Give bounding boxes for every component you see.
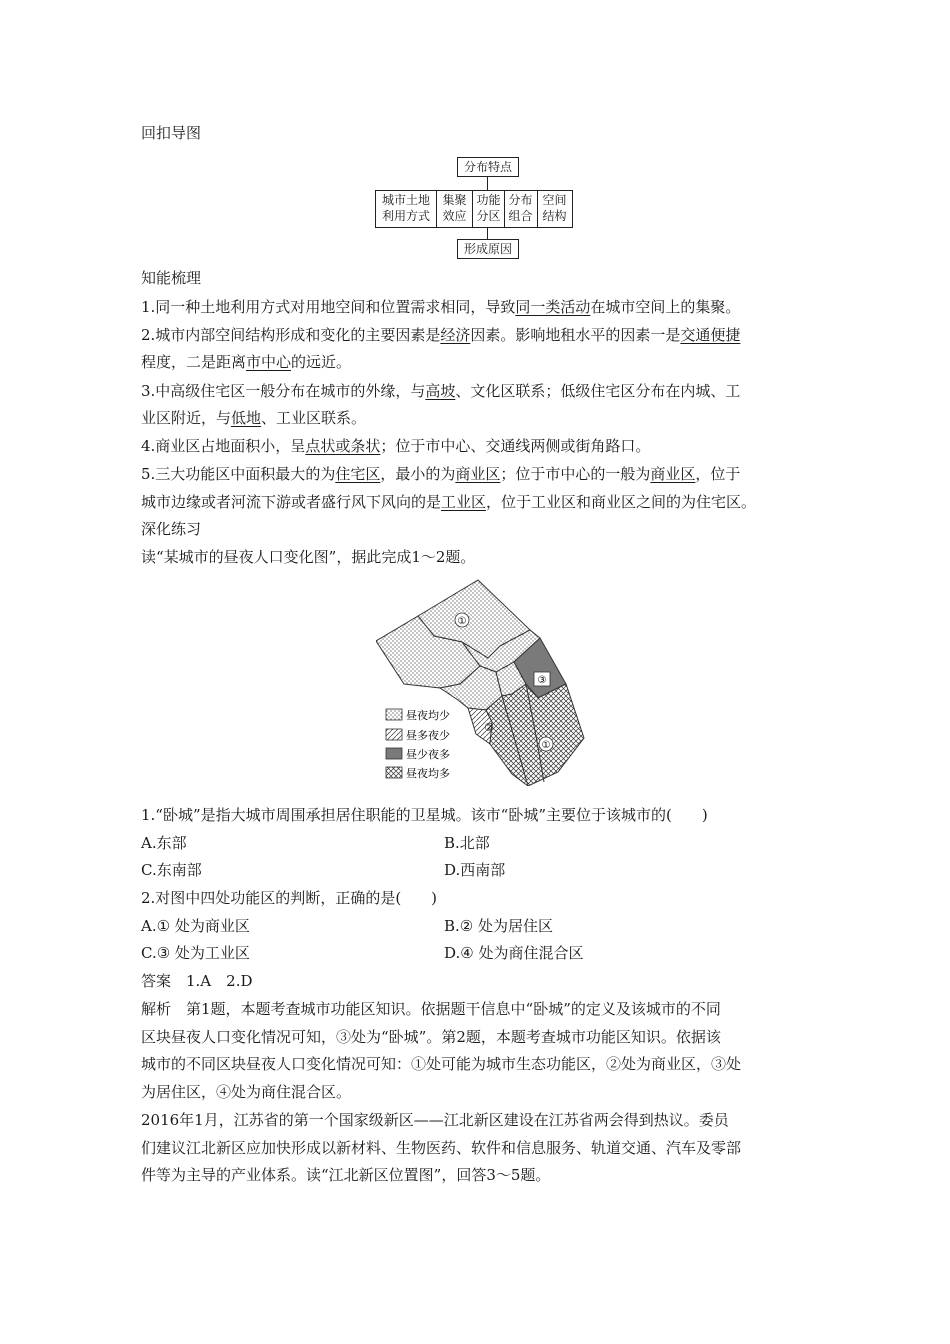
passage-line-1: 2016年1月，江苏省的第一个国家级新区——江北新区建设在江苏省两会得到热议。委员 bbox=[141, 1111, 729, 1129]
analysis-line-1: 解析 第1题，本题考查城市功能区知识。依据题干信息中“卧城”的定义及该城市的不同 bbox=[141, 1000, 721, 1018]
section-title-knowledge: 知能梳理 bbox=[141, 269, 202, 287]
point-5-line-1: 5.三大功能区中面积最大的为住宅区，最小的为商业区；位于市中心的一般为商业区，位于 bbox=[141, 465, 741, 483]
diagram-center-1: 功能 bbox=[476, 193, 501, 207]
section-title-practice: 深化练习 bbox=[141, 520, 202, 538]
question-1-option-a: A.东部 bbox=[141, 834, 187, 852]
diagram-link1-1: 集聚 bbox=[442, 193, 467, 207]
passage-line-3: 件等为主导的产业体系。读“江北新区位置图”，回答3～5题。 bbox=[141, 1166, 551, 1184]
question-2-stem: 2.对图中四处功能区的判断，正确的是( ) bbox=[141, 889, 438, 907]
point-4: 4.商业区占地面积小，呈点状或条状；位于市中心、交通线两侧或街角路口。 bbox=[141, 437, 651, 455]
question-2-option-b: B.② 处为居住区 bbox=[444, 917, 554, 935]
map-legend bbox=[386, 708, 450, 780]
question-1-option-b: B.北部 bbox=[444, 834, 490, 852]
region-cross bbox=[486, 684, 584, 786]
question-intro: 读“某城市的昼夜人口变化图”，据此完成1～2题。 bbox=[141, 548, 476, 566]
diagram-right-1: 空间 bbox=[542, 193, 567, 207]
analysis-line-3: 城市的不同区块昼夜人口变化情况可知：①处可能为城市生态功能区，②处为商业区，③处 bbox=[141, 1055, 742, 1073]
point-1: 1.同一种土地利用方式对用地空间和位置需求相同，导致同一类活动在城市空间上的集聚。 bbox=[141, 298, 741, 316]
point-2-line-2: 程度，二是距离市中心的远近。 bbox=[141, 353, 352, 371]
diagram-link2-1: 分布 bbox=[508, 193, 533, 207]
city-population-map bbox=[376, 576, 586, 786]
map-label-3: ③ bbox=[537, 675, 547, 686]
answer-line: 答案 1.A 2.D bbox=[141, 972, 253, 990]
diagram-link1-2: 效应 bbox=[442, 209, 467, 223]
question-1-option-d: D.西南部 bbox=[444, 861, 506, 879]
diagram-link2-2: 组合 bbox=[508, 209, 533, 223]
diagram-top-box: 分布特点 bbox=[457, 157, 519, 177]
question-2-option-d: D.④ 处为商住混合区 bbox=[444, 944, 584, 962]
diagram-bottom-box: 形成原因 bbox=[457, 239, 519, 259]
point-3-line-2: 业区附近，与低地、工业区联系。 bbox=[141, 409, 367, 427]
question-2-option-c: C.③ 处为工业区 bbox=[141, 944, 250, 962]
diagram-right-2: 结构 bbox=[542, 209, 567, 223]
map-label-1-north: ① bbox=[457, 616, 467, 627]
legend-label-4: 昼夜均多 bbox=[406, 767, 450, 780]
diagram-left-2: 利用方式 bbox=[381, 209, 430, 223]
map-label-2: ② bbox=[484, 721, 494, 734]
point-5-line-2: 城市边缘或者河流下游或者盛行风下风向的是工业区，位于工业区和商业区之间的为住宅区。 bbox=[141, 493, 757, 511]
question-1-stem: 1.“卧城”是指大城市周围承担居住职能的卫星城。该市“卧城”主要位于该城市的( ) bbox=[141, 806, 708, 824]
legend-label-1: 昼夜均少 bbox=[406, 709, 450, 722]
question-1-option-c: C.东南部 bbox=[141, 861, 202, 879]
analysis-line-2: 区块昼夜人口变化情况可知，③处为“卧城”。第2题，本题考查城市功能区知识。依据该 bbox=[141, 1028, 721, 1046]
map-label-1-south: ① bbox=[541, 740, 551, 751]
legend-label-3: 昼少夜多 bbox=[406, 748, 450, 761]
diagram-center-2: 分区 bbox=[476, 209, 501, 223]
analysis-line-4: 为居住区，④处为商住混合区。 bbox=[141, 1083, 352, 1101]
section-title-recall: 回扣导图 bbox=[141, 124, 202, 142]
point-2-line-1: 2.城市内部空间结构形成和变化的主要因素是经济因素。影响地租水平的因素一是交通便捷 bbox=[141, 326, 741, 344]
passage-line-2: 们建议江北新区应加快形成以新材料、生物医药、软件和信息服务、轨道交通、汽车及零部 bbox=[141, 1139, 742, 1157]
question-2-option-a: A.① 处为商业区 bbox=[141, 917, 250, 935]
legend-label-2: 昼多夜少 bbox=[406, 729, 450, 742]
diagram-left-1: 城市土地 bbox=[381, 193, 430, 207]
point-3-line-1: 3.中高级住宅区一般分布在城市的外缘，与高坡、文化区联系；低级住宅区分布在内城、工 bbox=[141, 382, 741, 400]
